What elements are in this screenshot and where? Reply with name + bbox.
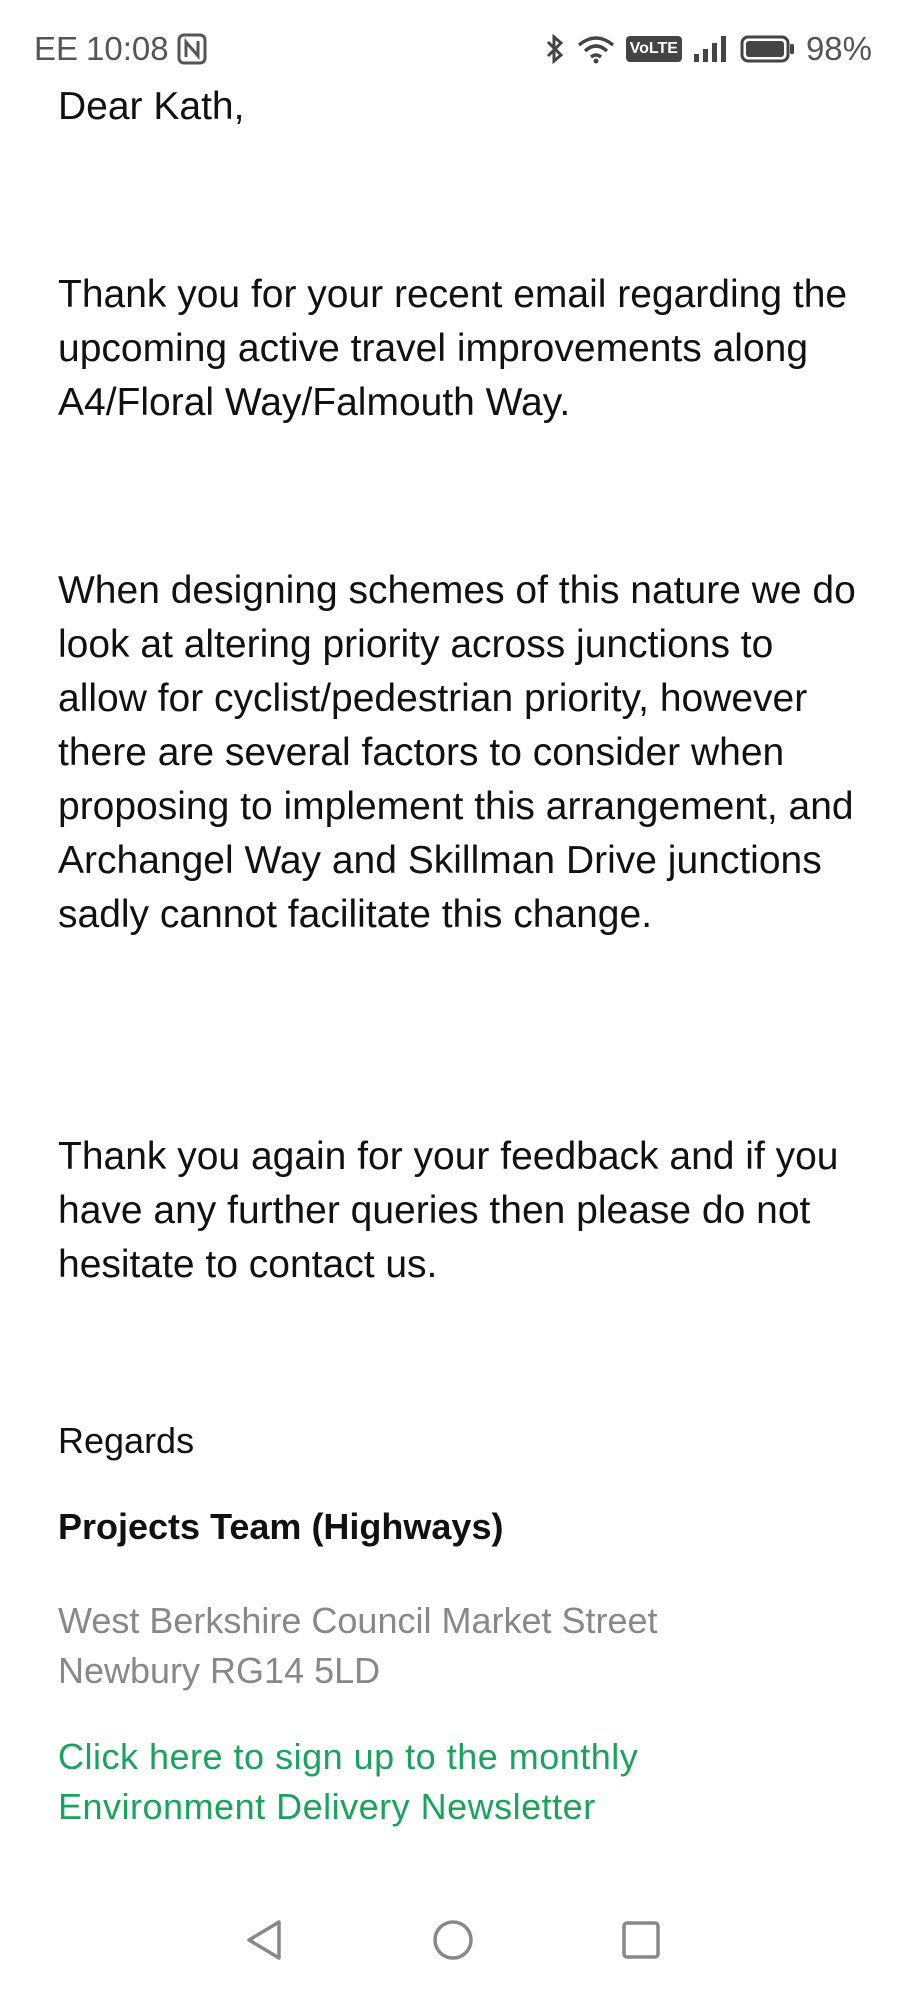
paragraph-1: Thank you for your recent email regarding the upcoming active travel improvements along A4/Floral Way/Falmouth Way.: [58, 273, 848, 424]
paragraph-3: Thank you again for your feedback and if you have any further queries then please do not hesitate to contact us.: [58, 1135, 839, 1286]
recent-square-icon[interactable]: [611, 1910, 671, 1970]
nfc-icon: [177, 33, 207, 65]
wifi-icon: [576, 34, 616, 64]
council-address: West Berkshire Council Market Street Newbury RG14 5LD: [58, 1600, 658, 1691]
battery-icon: [740, 34, 796, 64]
status-left: [34, 30, 207, 68]
bluetooth-icon: [544, 33, 566, 65]
status-right: [544, 30, 872, 68]
home-circle-icon[interactable]: [423, 1910, 483, 1970]
battery-percent: 98%: [805, 30, 872, 67]
signoff: Regards: [58, 1420, 195, 1461]
clock: 10:08: [86, 30, 169, 67]
signal-icon: [692, 34, 730, 64]
volte-badge: VoLTE: [626, 36, 682, 62]
team-name: Projects Team (Highways): [58, 1506, 504, 1547]
back-triangle-icon[interactable]: [235, 1910, 295, 1970]
carrier-label: EE: [34, 30, 79, 67]
greeting: Dear Kath,: [58, 85, 245, 128]
newsletter-signup-link[interactable]: Click here to sign up to the monthly Environment Delivery Newsletter: [58, 1736, 639, 1827]
navigation-bar: [0, 1880, 906, 2000]
paragraph-2: When designing schemes of this nature we do look at altering priority across junctions to allow for cyclist/pedestrian priority, however there are several factors to consider when proposing to implement this arrangement, and Archangel Way and Skillman Drive junctions sadly cannot facilitate this change.: [58, 569, 856, 936]
